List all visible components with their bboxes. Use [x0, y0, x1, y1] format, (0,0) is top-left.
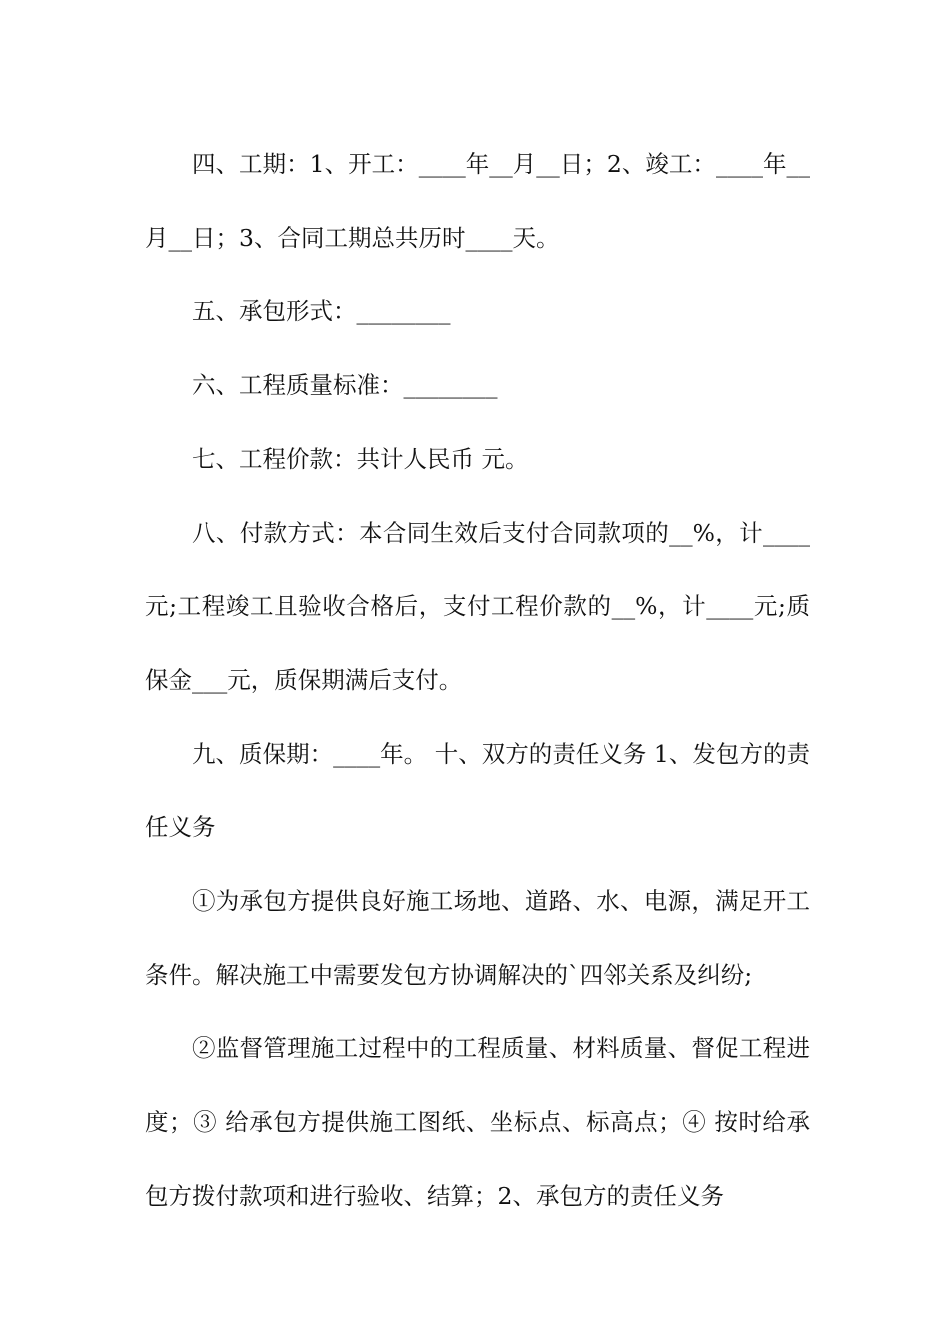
paragraph-employer-duty-2: ②监督管理施工过程中的工程质量、材料质量、督促工程进度；③ 给承包方提供施工图纸、坐标点、标高点；④ 按时给承包方拨付款项和进行验收、结算；2、承包方的责任义务 — [145, 1034, 810, 1210]
paragraph-project-price: 七、工程价款：共计人民币 元。 — [192, 444, 529, 473]
paragraph-contract-form: 五、承包形式：________ — [192, 297, 451, 326]
document-body — [145, 128, 810, 1234]
paragraph-schedule: 四、工期：1、开工：____年__月__日；2、竣工：____年__月__日；3、合同工期总共历时____天。 — [145, 150, 810, 252]
paragraph-employer-duty-1: ①为承包方提供良好施工场地、道路、水、电源，满足开工条件。解决施工中需要发包方协调解决的`四邻关系及纠纷; — [145, 887, 810, 989]
paragraph-payment-method: 八、付款方式：本合同生效后支付合同款项的__%，计____元;工程竣工且验收合格后，支付工程价款的__%，计____元;质保金___元，质保期满后支付。 — [145, 518, 810, 694]
paragraph-warranty-period: 九、质保期：____年。 十、双方的责任义务 1、发包方的责任义务 — [145, 739, 810, 842]
paragraph-quality-standard: 六、工程质量标准：________ — [192, 371, 498, 400]
